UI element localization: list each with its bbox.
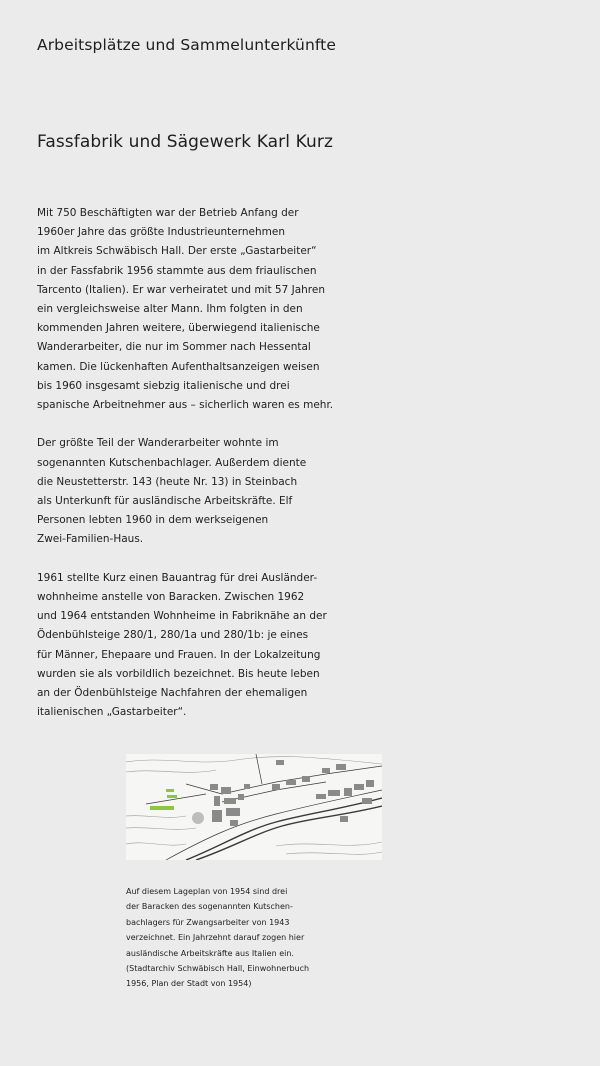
text-line: spanische Arbeitnehmer aus – sicherlich waren es mehr. [37, 399, 334, 412]
text-line: im Altkreis Schwäbisch Hall. Der erste „Gastarbeiter“ [37, 245, 317, 258]
caption-line: Auf diesem Lageplan von 1954 sind drei [126, 887, 288, 896]
text-line: bis 1960 insgesamt siebzig italienische und drei [37, 379, 290, 392]
caption-line: (Stadtarchiv Schwäbisch Hall, Einwohnerbuch [126, 964, 310, 974]
text-line: als Unterkunft für ausländische Arbeitskräfte. Elf [37, 495, 293, 508]
section-title: Arbeitsplätze und Sammelunterkünfte [37, 36, 336, 54]
text-line: 1961 stellte Kurz einen Bauantrag für drei Ausländer- [37, 571, 318, 584]
text-line: Mit 750 Beschäftigten war der Betrieb Anfang der [37, 207, 299, 219]
text-line: sogenannten Kutschenbachlager. Außerdem diente [37, 456, 307, 469]
text-line: italienischen „Gastarbeiter“. [37, 706, 187, 719]
text-line: Wanderarbeiter, die nur im Sommer nach Hessental [37, 341, 311, 354]
paragraph-1 [37, 204, 337, 415]
text-line: in der Fassfabrik 1956 stammte aus dem friaulischen [37, 264, 317, 277]
text-line: und 1964 entstanden Wohnheime in Fabriknähe an der [37, 610, 327, 623]
site-plan-drawing [126, 754, 382, 860]
paragraph-2 [37, 434, 337, 549]
article-body [37, 204, 337, 742]
map-caption [126, 884, 326, 992]
text-line: Zwei-Familien-Haus. [37, 533, 144, 546]
paragraph-3 [37, 569, 337, 723]
text-line: für Männer, Ehepaare und Frauen. In der Lokalzeitung [37, 648, 321, 661]
text-line: Ödenbühlsteige 280/1, 280/1a und 280/1b: je eines [37, 629, 309, 642]
caption-line: ausländische Arbeitskräfte aus Italien ein. [126, 948, 294, 958]
text-line: Personen lebten 1960 in dem werkseigenen [37, 514, 269, 527]
text-line: Der größte Teil der Wanderarbeiter wohnte im [37, 437, 279, 450]
page-title: Fassfabrik und Sägewerk Karl Kurz [37, 132, 333, 152]
caption-line: 1956, Plan der Stadt von 1954) [126, 979, 252, 989]
text-line: ein vergleichsweise alter Mann. Ihm folgten in den [37, 303, 303, 316]
caption-line: bachlagers für Zwangsarbeiter von 1943 [126, 917, 290, 927]
text-line: 1960er Jahre das größte Industrieunternehmen [37, 226, 286, 239]
text-line: kommenden Jahren weitere, überwiegend italienische [37, 322, 320, 335]
site-plan-map [126, 754, 382, 860]
text-line: kamen. Die lückenhaften Aufenthaltsanzeigen weisen [37, 360, 320, 373]
text-line: Tarcento (Italien). Er war verheiratet und mit 57 Jahren [37, 283, 326, 296]
text-line: wohnheime anstelle von Baracken. Zwischen 1962 [37, 591, 305, 604]
caption-line: der Baracken des sogenannten Kutschen- [126, 902, 293, 912]
caption-line: verzeichnet. Ein Jahrzehnt darauf zogen hier [126, 933, 305, 943]
text-line: wurden sie als vorbildlich bezeichnet. Bis heute leben [37, 667, 320, 680]
text-line: die Neustetterstr. 143 (heute Nr. 13) in Steinbach [37, 475, 298, 488]
text-line: an der Ödenbühlsteige Nachfahren der ehemaligen [37, 687, 308, 700]
